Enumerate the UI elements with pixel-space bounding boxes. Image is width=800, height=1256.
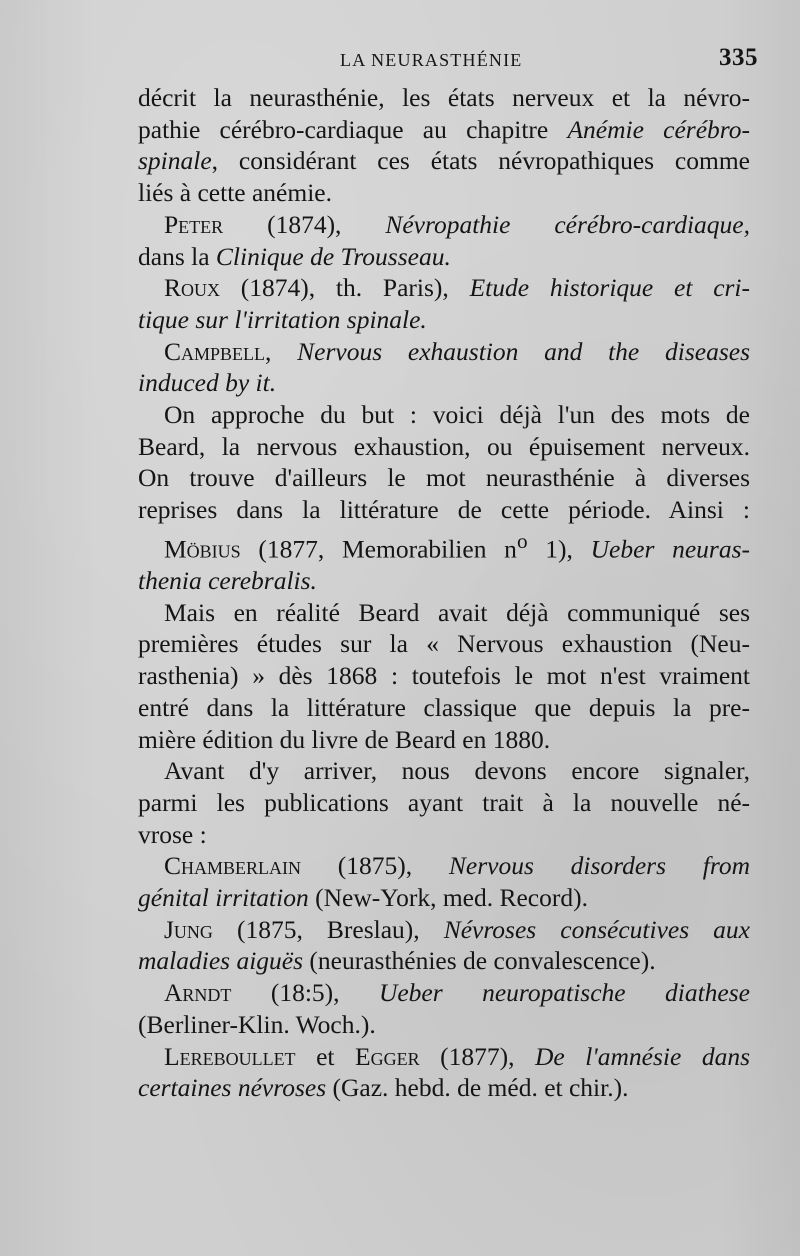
author-name: Egger — [355, 1041, 420, 1071]
text-line: On approche du but : voici déjà l'un des mots de — [164, 400, 750, 430]
bibliography-entry-campbell: Campbell, Nervous exhaustion and the diseases — [164, 336, 750, 366]
text-line: dans la Clinique de Trousseau. — [138, 241, 451, 271]
bibliography-entry-arndt: Arndt (18:5), Ueber neuropatische diathese — [164, 978, 750, 1008]
text-line: Beard, la nervous exhaustion, ou épuisement nerveux. — [138, 431, 750, 461]
text-line: On trouve d'ailleurs le mot neurasthénie à diverses — [138, 463, 750, 493]
page-body — [138, 82, 750, 1104]
text-line: parmi les publications ayant trait à la nouvelle né- — [138, 787, 750, 817]
text-line: (Berliner-Klin. Woch.). — [138, 1009, 376, 1039]
text-line: mière édition du livre de Beard en 1880. — [138, 724, 551, 754]
text-line: reprises dans la littérature de cette période. Ainsi : — [138, 495, 750, 525]
text-line: rasthenia) » dès 1868 : toutefois le mot n'est vraiment — [138, 661, 750, 691]
bibliography-entry-chamberlain: Chamberlain (1875), Nervous disorders from — [164, 851, 750, 881]
author-name: Roux — [164, 273, 221, 303]
text-line: induced by it. — [138, 368, 277, 398]
bibliography-entry-peter: Peter (1874), Névropathie cérébro-cardiaque, — [164, 209, 750, 239]
author-name: Campbell — [164, 336, 266, 366]
bibliography-entry-jung: Jung (1875, Breslau), Névroses consécutives aux — [164, 914, 750, 944]
bibliography-entry-lereboullet-egger: Lereboullet et Egger (1877), De l'amnésie dans — [164, 1041, 750, 1071]
text-line: décrit la neurasthénie, les états nerveux et la névro- — [138, 83, 750, 112]
text-line: vrose : — [138, 819, 207, 849]
author-name: Möbius — [164, 534, 241, 564]
author-name: Arndt — [164, 978, 232, 1008]
running-header — [0, 44, 800, 74]
text-line: thenia cerebralis. — [138, 566, 317, 596]
text-line: Mais en réalité Beard avait déjà communiqué ses — [164, 597, 750, 627]
author-name: Peter — [164, 209, 224, 239]
text-line: certaines névroses (Gaz. hebd. de méd. et chir.). — [138, 1073, 629, 1103]
text-line: pathie cérébro-cardiaque au chapitre Anémie cérébro- — [138, 114, 750, 144]
author-name: Chamberlain — [164, 851, 302, 881]
author-name: Lereboullet — [164, 1041, 296, 1071]
text-line: maladies aiguës (neurasthénies de convalescence). — [138, 946, 656, 976]
running-title: LA NEURASTHÉNIE — [340, 50, 523, 70]
text-line: génital irritation (New-York, med. Record). — [138, 883, 588, 913]
page-number: 335 — [719, 44, 758, 71]
text-line: spinale, considérant ces états névropathiques comme — [138, 146, 750, 176]
author-name: Jung — [164, 914, 213, 944]
text-line: entré dans la littérature classique que depuis la pre- — [138, 692, 750, 722]
text-line: liés à cette anémie. — [138, 178, 332, 208]
text-line: tique sur l'irritation spinale. — [138, 304, 427, 334]
bibliography-entry-roux: Roux (1874), th. Paris), Etude historique et cri- — [164, 273, 751, 303]
text-line: Avant d'y arriver, nous devons encore signaler, — [164, 756, 750, 786]
bibliography-entry-mobius: Möbius (1877, Memorabilien $n^o$ 1), Ueber neuras- — [164, 528, 750, 564]
text-line: premières études sur la « Nervous exhaustion (Neu- — [138, 629, 750, 659]
